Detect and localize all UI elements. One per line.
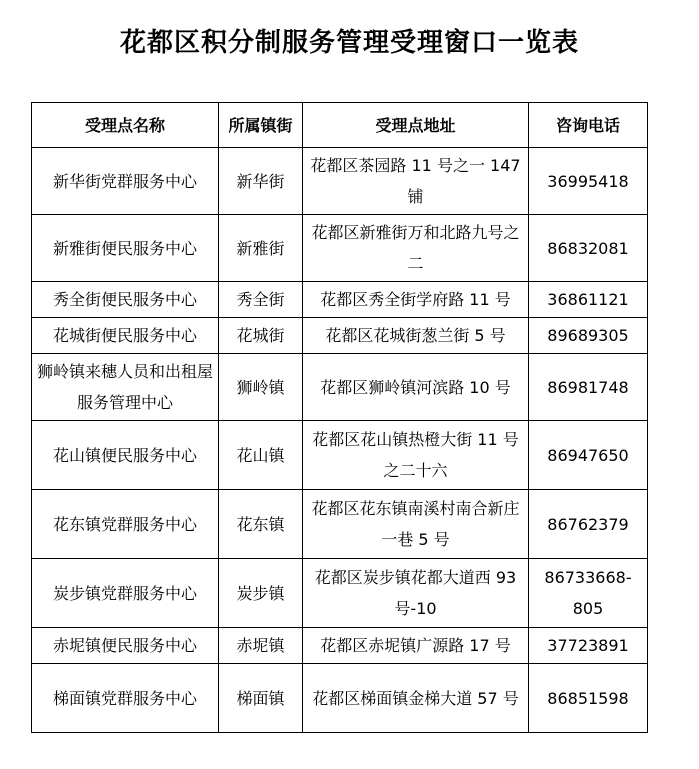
- cell-address: 花都区秀全街学府路 11 号: [303, 282, 529, 318]
- cell-phone: 36995418: [529, 148, 648, 215]
- cell-town: 炭步镇: [219, 559, 303, 628]
- table-row: [32, 148, 648, 215]
- cell-name: 花城街便民服务中心: [32, 318, 219, 354]
- page-title: 花都区积分制服务管理受理窗口一览表: [119, 28, 579, 58]
- header-address: 受理点地址: [303, 103, 529, 148]
- cell-town: 新雅街: [219, 215, 303, 282]
- table-row: [32, 421, 648, 490]
- cell-name: 花山镇便民服务中心: [32, 421, 219, 490]
- table-row: [32, 354, 648, 421]
- header-phone: 咨询电话: [529, 103, 648, 148]
- service-window-table: [31, 102, 648, 733]
- table-row: [32, 318, 648, 354]
- header-name: 受理点名称: [32, 103, 219, 148]
- cell-address: 花都区梯面镇金梯大道 57 号: [303, 664, 529, 733]
- cell-address: 花都区茶园路 11 号之一 147 铺: [303, 148, 529, 215]
- cell-town: 新华街: [219, 148, 303, 215]
- table-row: [32, 559, 648, 628]
- table-header-row: [32, 103, 648, 148]
- cell-name: 炭步镇党群服务中心: [32, 559, 219, 628]
- table-row: [32, 664, 648, 733]
- cell-name: 梯面镇党群服务中心: [32, 664, 219, 733]
- cell-phone: 89689305: [529, 318, 648, 354]
- cell-address: 花都区赤坭镇广源路 17 号: [303, 628, 529, 664]
- header-town: 所属镇街: [219, 103, 303, 148]
- cell-address: 花都区花山镇热橙大街 11 号之二十六: [303, 421, 529, 490]
- cell-town: 狮岭镇: [219, 354, 303, 421]
- cell-name: 狮岭镇来穗人员和出租屋服务管理中心: [32, 354, 219, 421]
- cell-town: 花山镇: [219, 421, 303, 490]
- cell-name: 花东镇党群服务中心: [32, 490, 219, 559]
- cell-town: 梯面镇: [219, 664, 303, 733]
- cell-address: 花都区炭步镇花都大道西 93 号-10: [303, 559, 529, 628]
- table-row: [32, 215, 648, 282]
- cell-name: 新华街党群服务中心: [32, 148, 219, 215]
- cell-town: 赤坭镇: [219, 628, 303, 664]
- table-row: [32, 282, 648, 318]
- cell-phone: 37723891: [529, 628, 648, 664]
- cell-address: 花都区狮岭镇河滨路 10 号: [303, 354, 529, 421]
- cell-name: 赤坭镇便民服务中心: [32, 628, 219, 664]
- cell-phone: 86851598: [529, 664, 648, 733]
- cell-phone: 86733668-805: [529, 559, 648, 628]
- cell-name: 秀全街便民服务中心: [32, 282, 219, 318]
- table-row: [32, 490, 648, 559]
- cell-phone: 86832081: [529, 215, 648, 282]
- cell-address: 花都区新雅街万和北路九号之二: [303, 215, 529, 282]
- cell-phone: 86762379: [529, 490, 648, 559]
- cell-address: 花都区花东镇南溪村南合新庄一巷 5 号: [303, 490, 529, 559]
- cell-phone: 86947650: [529, 421, 648, 490]
- cell-town: 花东镇: [219, 490, 303, 559]
- cell-phone: 86981748: [529, 354, 648, 421]
- cell-town: 秀全街: [219, 282, 303, 318]
- cell-address: 花都区花城街葱兰街 5 号: [303, 318, 529, 354]
- table-row: [32, 628, 648, 664]
- cell-phone: 36861121: [529, 282, 648, 318]
- cell-name: 新雅街便民服务中心: [32, 215, 219, 282]
- cell-town: 花城街: [219, 318, 303, 354]
